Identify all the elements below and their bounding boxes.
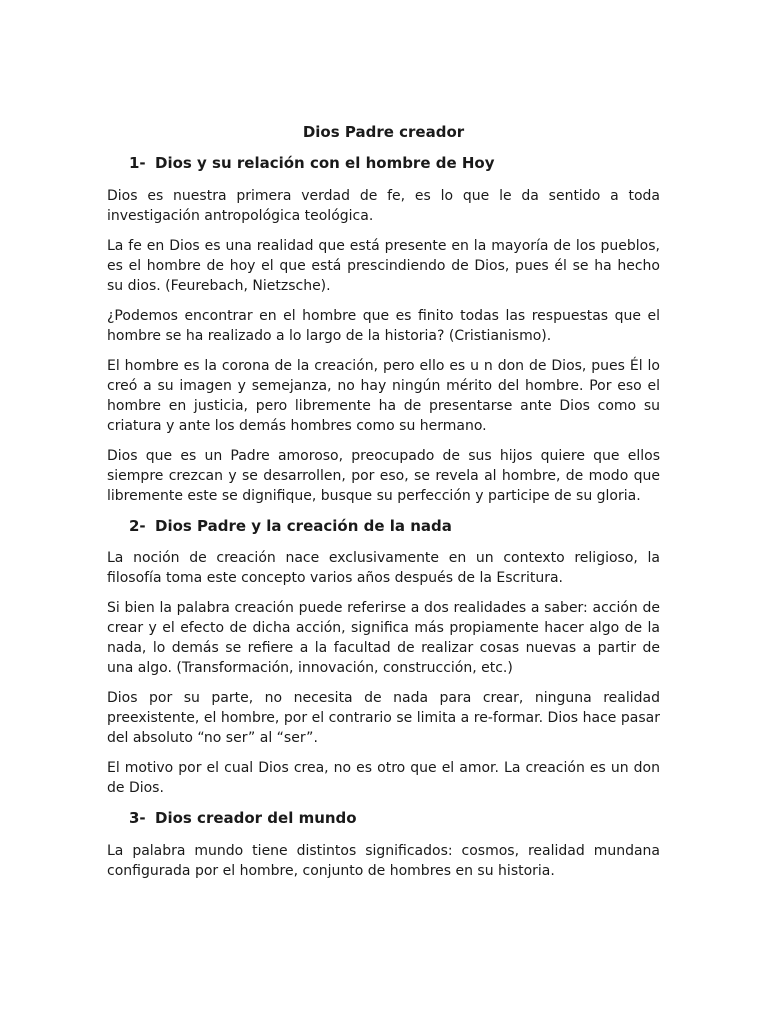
- paragraph: Si bien la palabra creación puede referirse a dos realidades a saber: acción de crear y el efecto de dicha acción, significa más propiamente hacer algo de la nada, lo demás se refiere a la facultad de realizar cosas nuevas a partir de una algo. (Transformación, innovación, construcción, etc.): [107, 600, 660, 676]
- section-number: 3-: [129, 809, 146, 827]
- paragraph: El motivo por el cual Dios crea, no es otro que el amor. La creación es un don de Dios.: [107, 760, 660, 796]
- paragraph: Dios por su parte, no necesita de nada para crear, ninguna realidad preexistente, el hombre, por el contrario se limita a re-formar. Dios hace pasar del absoluto “no ser” al “ser”.: [107, 690, 660, 746]
- paragraph: Dios que es un Padre amoroso, preocupado de sus hijos quiere que ellos siempre crezcan y se desarrollen, por eso, se revela al hombre, de modo que libremente este se dignifique, busque su perfección y participe de su gloria.: [107, 448, 660, 504]
- section-title: Dios creador del mundo: [155, 809, 357, 827]
- section-number: 1-: [129, 154, 146, 172]
- document-title: Dios Padre creador: [302, 123, 465, 141]
- section-heading-2: [129, 516, 452, 536]
- paragraph: La noción de creación nace exclusivamente en un contexto religioso, la filosofía toma este concepto varios años después de la Escritura.: [107, 550, 660, 586]
- section-title: Dios Padre y la creación de la nada: [155, 517, 452, 535]
- paragraph: La palabra mundo tiene distintos significados: cosmos, realidad mundana configurada por el hombre, conjunto de hombres en su historia.: [107, 843, 660, 879]
- section-number: 2-: [129, 517, 146, 535]
- paragraph: La fe en Dios es una realidad que está presente en la mayoría de los pueblos, es el hombre de hoy el que está prescindiendo de Dios, pues él se ha hecho su dios. (Feurebach, Nietzsche).: [107, 238, 660, 294]
- paragraph: ¿Podemos encontrar en el hombre que es finito todas las respuestas que el hombre se ha realizado a lo largo de la historia? (Cristianismo).: [107, 308, 660, 344]
- section-heading-3: [129, 808, 357, 828]
- section-title: Dios y su relación con el hombre de Hoy: [155, 154, 495, 172]
- paragraph: Dios es nuestra primera verdad de fe, es lo que le da sentido a toda investigación antropológica teológica.: [107, 188, 660, 224]
- paragraph: El hombre es la corona de la creación, pero ello es u n don de Dios, pues Él lo creó a su imagen y semejanza, no hay ningún mérito del hombre. Por eso el hombre en justicia, pero libremente ha de presentarse ante Dios como su criatura y ante los demás hombres como su hermano.: [107, 358, 660, 434]
- section-heading-1: [129, 153, 495, 173]
